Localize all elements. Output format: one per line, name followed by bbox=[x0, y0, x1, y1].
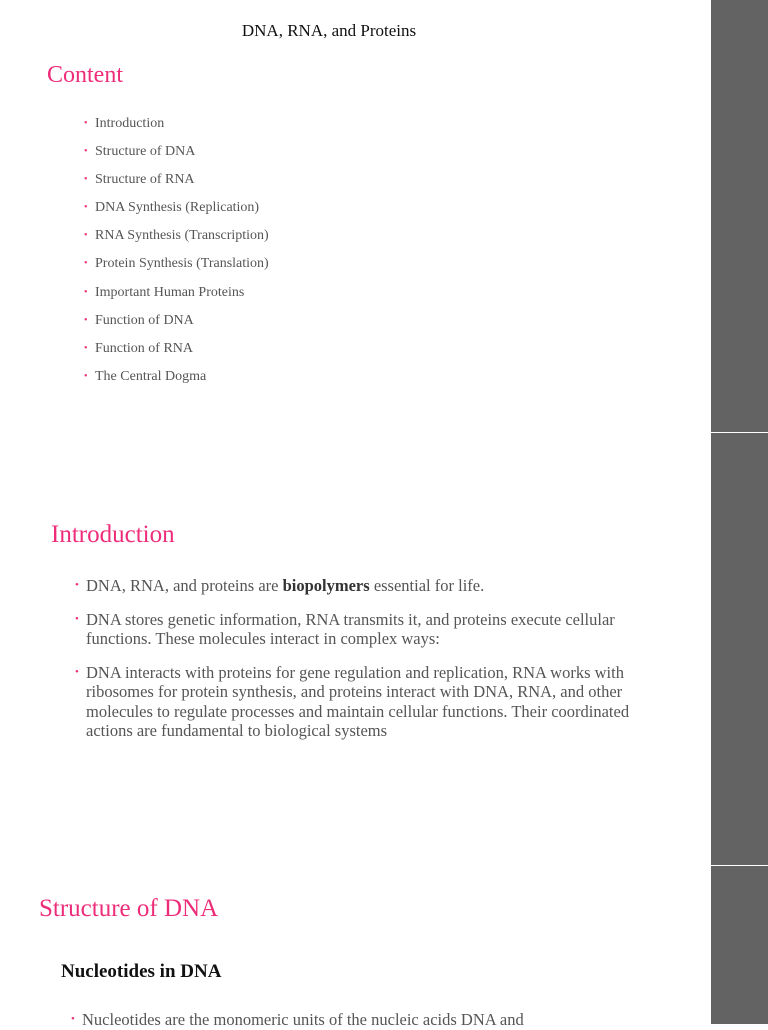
toc-item-label: DNA Synthesis (Replication) bbox=[95, 200, 260, 216]
side-panel bbox=[711, 0, 768, 1024]
toc-item-label: Function of RNA bbox=[95, 340, 193, 356]
toc-item-label: Function of DNA bbox=[95, 312, 194, 328]
list-item-text: DNA interacts with proteins for gene regulation and replication, RNA works with ribosomes for protein synthesis, and proteins interact with DNA, RNA, and other molecules to regulate processes and maintain cellular functions. Their coordinated actions are fundamental to biological systems bbox=[86, 662, 630, 740]
toc-item-label: Important Human Proteins bbox=[95, 284, 245, 300]
toc-item[interactable] bbox=[84, 367, 269, 395]
toc-item[interactable] bbox=[84, 254, 269, 282]
toc-item-label: Structure of RNA bbox=[95, 172, 195, 188]
toc-item[interactable] bbox=[84, 170, 269, 198]
introduction-list bbox=[75, 576, 675, 755]
toc-item[interactable] bbox=[84, 283, 269, 311]
list-item bbox=[75, 576, 675, 596]
bullet-icon: • bbox=[75, 579, 79, 591]
text-segment: essential for life. bbox=[369, 576, 485, 595]
toc-item[interactable] bbox=[84, 142, 269, 170]
bullet-icon: • bbox=[84, 202, 88, 214]
content-heading: Content bbox=[47, 62, 123, 88]
list-item-text: Nucleotides are the monomeric units of the nucleic acids DNA and bbox=[82, 1010, 524, 1029]
text-segment: DNA, RNA, and proteins are bbox=[86, 576, 283, 595]
bullet-icon: • bbox=[84, 314, 88, 326]
document-title: DNA, RNA, and Proteins bbox=[241, 21, 417, 40]
structure-of-dna-heading: Structure of DNA bbox=[39, 895, 219, 922]
toc-item[interactable] bbox=[84, 114, 269, 142]
list-item bbox=[75, 663, 675, 741]
introduction-heading: Introduction bbox=[51, 521, 175, 548]
page-divider bbox=[711, 865, 768, 866]
table-of-contents bbox=[84, 114, 269, 395]
bullet-icon: • bbox=[84, 118, 88, 129]
bullet-icon: • bbox=[75, 612, 79, 625]
toc-item-label: Structure of DNA bbox=[95, 144, 196, 160]
structure-of-dna-list bbox=[71, 1010, 691, 1030]
toc-item[interactable] bbox=[84, 311, 269, 339]
bullet-icon: • bbox=[84, 174, 88, 186]
bullet-icon: • bbox=[84, 342, 88, 354]
toc-item-label: The Central Dogma bbox=[95, 368, 207, 384]
toc-item[interactable] bbox=[84, 226, 269, 254]
toc-item[interactable] bbox=[84, 198, 269, 226]
toc-item[interactable] bbox=[84, 339, 269, 367]
bold-term: biopolymers bbox=[282, 576, 370, 595]
toc-item-label: Protein Synthesis (Translation) bbox=[95, 256, 269, 272]
nucleotides-subheading: Nucleotides in DNA bbox=[61, 961, 222, 982]
list-item bbox=[75, 610, 675, 649]
bullet-icon: • bbox=[84, 286, 88, 298]
toc-item-label: Introduction bbox=[95, 116, 165, 131]
bullet-icon: • bbox=[71, 1013, 75, 1025]
bullet-icon: • bbox=[84, 230, 88, 242]
list-item-text: DNA stores genetic information, RNA transmits it, and proteins execute cellular functions. These molecules interact in complex ways: bbox=[86, 609, 615, 648]
toc-item-label: RNA Synthesis (Transcription) bbox=[95, 228, 269, 244]
list-item bbox=[71, 1010, 691, 1030]
bullet-icon: • bbox=[84, 258, 88, 270]
page-divider bbox=[711, 432, 768, 433]
bullet-icon: • bbox=[75, 665, 79, 678]
bullet-icon: • bbox=[84, 370, 88, 382]
bullet-icon: • bbox=[84, 146, 88, 158]
